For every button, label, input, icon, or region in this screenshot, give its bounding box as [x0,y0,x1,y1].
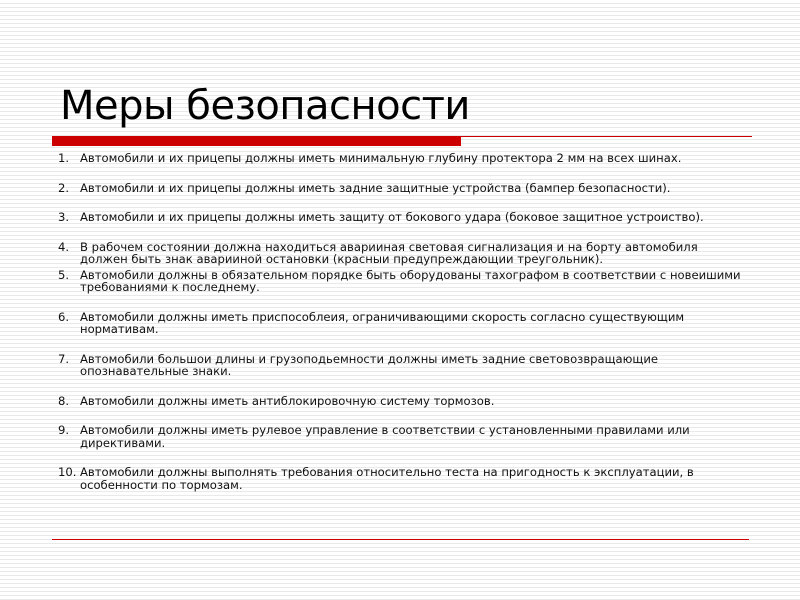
list-item [58,211,748,224]
footer-divider [52,539,749,540]
title-underline-thin [461,136,752,137]
item-text: Автомобили и их прицепы должны иметь защиту от бокового удара (боковое защитное устроиство). [80,210,704,224]
item-number: 10. [58,465,77,479]
list-item [58,466,748,491]
list-item [58,353,748,378]
item-text: Автомобили должны выполнять требования относительно теста на пригодность к эксплуатации, в особенности по тормозам. [80,465,694,492]
list-item [58,311,748,336]
item-text: Автомобили и их прицепы должны иметь задние защитные устройства (бампер безопасности). [80,180,671,195]
list-item [58,269,748,294]
list-item [58,241,748,266]
item-number: 4. [58,239,70,254]
list-item [58,395,748,408]
item-number: 6. [58,309,70,324]
list-item [58,182,748,195]
item-text: В рабочем состоянии должна находиться аварииная световая сигнализация и на борту автомобиля должен быть знак аварииной остановки (красныи предупреждающии треугольник). [80,239,698,266]
item-number: 1. [58,151,70,165]
item-text: Автомобили должны иметь рулевое управление в соответствии с установленными правилами или директивами. [80,423,690,450]
item-number: 5. [58,267,70,282]
title-underline-thick [52,136,461,146]
item-number: 2. [58,180,70,195]
item-number: 7. [58,351,70,366]
item-text: Автомобили должны иметь антиблокировочную систему тормозов. [80,393,495,408]
list-item [58,424,748,449]
item-number: 8. [58,393,70,408]
slide-title: Меры безопасности [60,83,470,129]
list-item [58,152,748,165]
item-text: Автомобили должны иметь приспособлеия, ограничивающими скорость согласно существующим нормативам. [80,309,685,336]
item-number: 9. [58,423,70,437]
item-text: Автомобили должны в обязательном порядке быть оборудованы тахографом в соответствии с новеишими требованиями к последнему. [80,267,741,294]
item-text: Автомобили большои длины и грузоподьемности должны иметь задние световозвращающие опознавательные знаки. [80,351,659,378]
safety-measures-list [58,152,748,491]
item-number: 3. [58,210,70,224]
item-text: Автомобили и их прицепы должны иметь минимальную глубину протектора 2 мм на всех шинах. [80,151,682,165]
